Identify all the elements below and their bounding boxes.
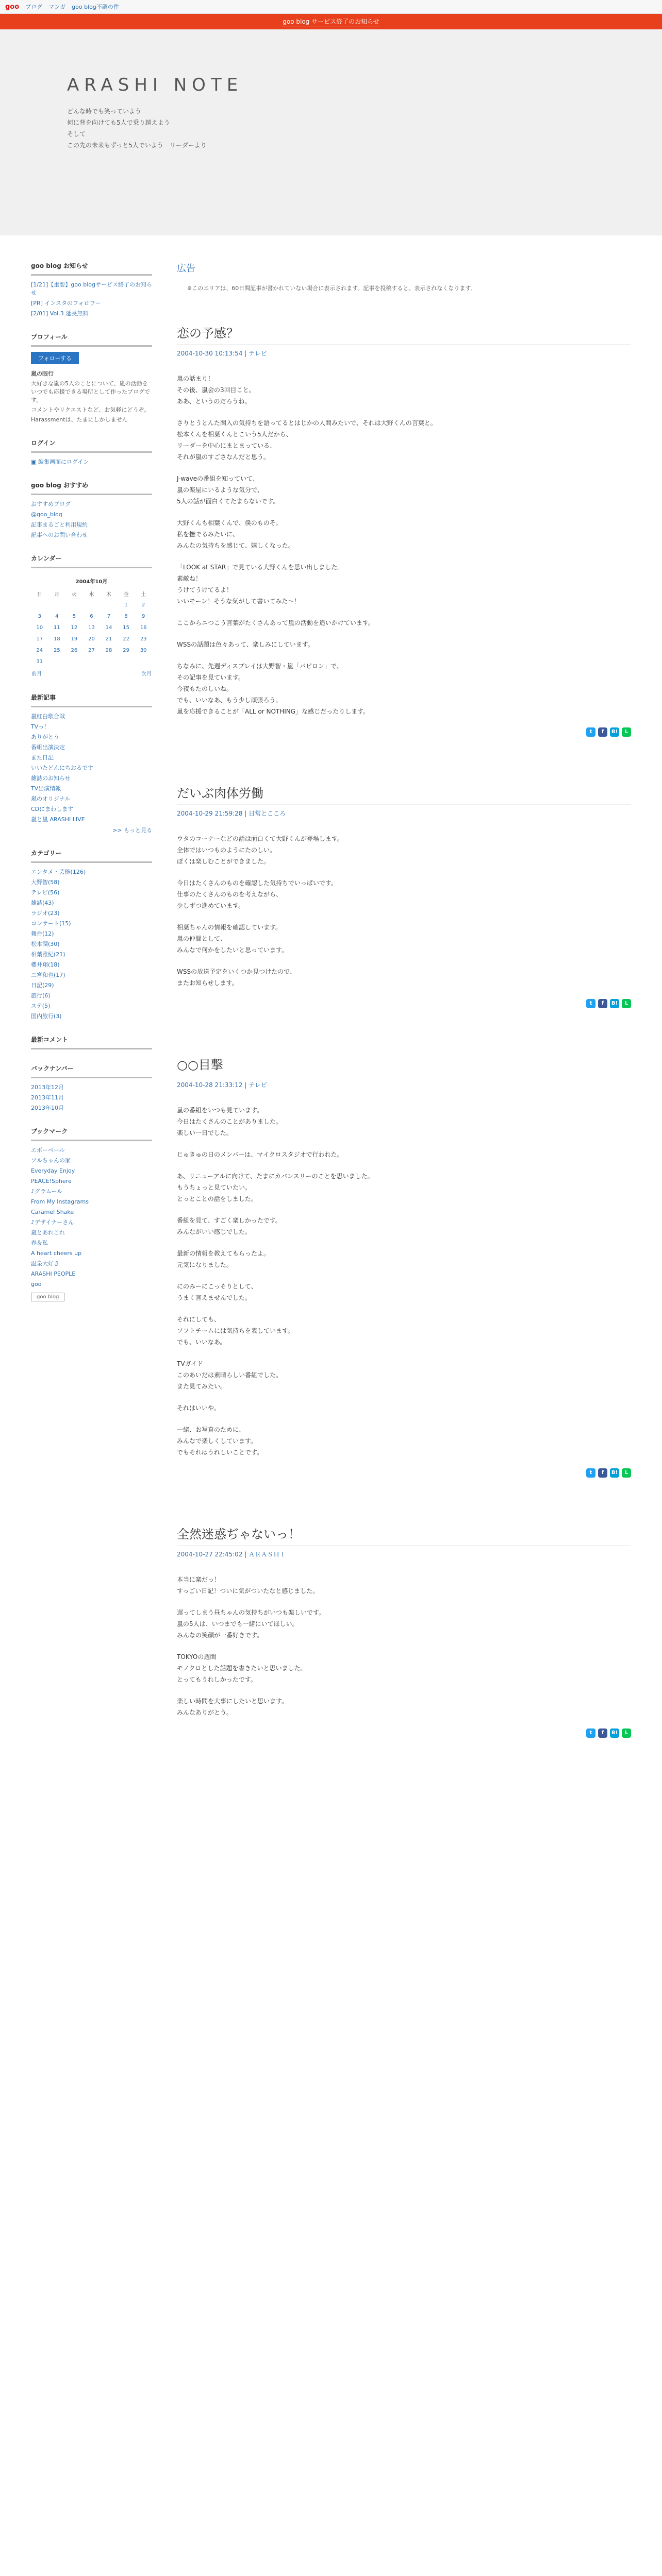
comments-title: 最新コメント	[31, 1035, 152, 1049]
profile-text: コメントやリクエストなど、お気軽にどうぞ。	[31, 406, 150, 413]
recent-item[interactable]: また日記	[31, 754, 54, 761]
category-item[interactable]: 大野智(58)	[31, 879, 60, 886]
calendar-day[interactable]: 1	[124, 602, 128, 608]
post-paragraph: あ、リニューアルに向けて、たまにカバンスリーのことを思いました。 もうちょっと見ていたい。 とっとことの話をしました。	[177, 1173, 374, 1202]
recent-section	[31, 693, 152, 834]
category-item[interactable]: 雑誌(43)	[31, 900, 54, 906]
post-title[interactable]: ○○目撃	[177, 1055, 631, 1076]
ad-notice: ※このエリアは、60日間記事が書かれていない場合に表示されます。記事を投稿すると、表示されなくなります。	[187, 285, 476, 292]
share-icon[interactable]: B!	[610, 727, 619, 737]
post-paragraph: ここからニつこう言葉がたくさんあって嵐の活動を追いかけています。	[177, 619, 374, 626]
share-icon[interactable]: t	[586, 1728, 595, 1738]
bookmark-item[interactable]: ♪グラムール	[31, 1188, 63, 1195]
share-icon[interactable]: B!	[610, 1468, 619, 1478]
blog-description	[67, 106, 600, 151]
calendar-weekday: 土	[141, 591, 146, 598]
calendar-day[interactable]: 18	[53, 636, 60, 642]
calendar-weekday: 火	[71, 591, 77, 598]
calendar-section	[31, 554, 152, 679]
share-icon[interactable]: f	[598, 727, 607, 737]
recent-item[interactable]: いいたどんにちおるです	[31, 765, 93, 771]
calendar-day[interactable]: 8	[124, 613, 128, 619]
post-paragraph: TOKYOの週間 モノクロとした話題を書きたいと思いました。 とってもうれしかったです。	[177, 1653, 307, 1683]
calendar-day[interactable]: 25	[53, 647, 60, 653]
post-paragraph: 今日はたくさんのものを確認した気持ちでいっぱいです。 仕事のたくさんのものを考えながら、 少しずつ進めています。	[177, 879, 337, 909]
profile-text: 大好きな嵐の5人のことについて、嵐の活動をいつでも応援できる場所として作ったブログです。	[31, 380, 150, 403]
category-title: カテゴリー	[31, 849, 152, 863]
post-paragraph: 楽しい時間を大事にしたいと思います。 みんなありがとう。	[177, 1698, 288, 1716]
post-paragraph: 最新の情報を教えてもらったよ。 元気になりました。	[177, 1250, 270, 1268]
post-paragraph: WSSの話題は色々あって、楽しみにしています。	[177, 641, 314, 648]
service-end-notice[interactable]	[0, 14, 662, 29]
recent-item[interactable]: 雑誌のお知らせ	[31, 775, 71, 782]
post-paragraph: それにしても、 ソフトチームには気持ちを表しています。 でも、いいなあ。	[177, 1316, 294, 1346]
bookmark-item[interactable]: Everyday Enjoy	[31, 1167, 75, 1174]
post-title[interactable]: 全然迷惑ぢゃないっ！	[177, 1524, 631, 1546]
category-section	[31, 849, 152, 1021]
bookmark-item[interactable]: エポーベール	[31, 1147, 65, 1154]
login-icon: ▣	[31, 459, 38, 465]
calendar-day[interactable]: 21	[105, 636, 112, 642]
bookmark-item[interactable]: ♪デザイナーさん	[31, 1219, 74, 1226]
calendar-day	[65, 656, 83, 667]
category-item[interactable]: 櫻井翔(18)	[31, 961, 60, 968]
category-item[interactable]: テレビ(56)	[31, 889, 60, 896]
post-paragraph: 嵐の話まり！ その後、嵐会の3回目こと。 ああ、というのだろうね。	[177, 375, 255, 405]
calendar-day[interactable]: 30	[140, 647, 147, 653]
goo-blog-badge[interactable]: goo blog	[31, 1293, 64, 1301]
bookmark-item[interactable]: 温泉大好き	[31, 1260, 59, 1267]
news-section	[31, 261, 152, 318]
recent-item[interactable]: 嵐と嵐 ARASHI LIVE	[31, 816, 85, 823]
share-icon[interactable]: B!	[610, 1728, 619, 1738]
category-item[interactable]: エンタメ・芸能(126)	[31, 869, 86, 875]
backnumber-item[interactable]: 2013年11月	[31, 1094, 64, 1101]
backnumber-section	[31, 1064, 152, 1112]
calendar-day[interactable]: 9	[142, 613, 145, 619]
post-paragraph: 遅ってしまう昼ちゃんの気持ちがいつも楽しいです。 嵐の5人は、いつまでも一緒にいてほしい。 みんなの笑顔が一番好きです。	[177, 1609, 325, 1639]
calendar-caption: 2004年10月	[75, 579, 108, 585]
calendar-day[interactable]: 17	[36, 636, 43, 642]
profile-title: プロフィール	[31, 332, 152, 347]
nav-blog-link[interactable]: ブログ	[25, 4, 43, 10]
post-body	[177, 373, 631, 717]
post-paragraph: さりとうとんた関入の気持ちを語ってるとはじかの人間みたいで、それは大野くんの言葉と。 松本くんを相葉くんとこいう5人だから、 リーダーを中心にまとまっている、 それが嵐のすごさなんだと思う。	[177, 419, 437, 461]
share-icon[interactable]: f	[598, 999, 607, 1008]
calendar-day[interactable]: 7	[107, 613, 111, 619]
bookmark-item[interactable]: PEACE!Sphere	[31, 1178, 72, 1184]
category-item[interactable]: 国内旅行(3)	[31, 1013, 62, 1020]
bookmark-item[interactable]: ARASHI PEOPLE	[31, 1270, 76, 1277]
calendar-title: カレンダー	[31, 554, 152, 568]
share-buttons	[177, 1728, 631, 1738]
post-paragraph: J-waveの番組を知っていて、 嵐の楽屋にいるような気分で、 5人の話が面白くてたまらないです。	[177, 475, 279, 505]
goo-logo[interactable]: goo	[5, 3, 20, 11]
share-icon[interactable]: L	[622, 999, 631, 1008]
post-paragraph: じゅきゅの日のメンバーは、マイクロスタジオで行われた。	[177, 1151, 343, 1158]
calendar-day[interactable]: 14	[105, 624, 112, 631]
description-line: そして	[67, 130, 86, 138]
calendar-day	[135, 656, 152, 667]
recent-item[interactable]: 嵐のオリジナル	[31, 795, 71, 802]
recent-item[interactable]: TVっ！	[31, 723, 50, 730]
backnumber-title: バックナンバー	[31, 1064, 152, 1078]
calendar-day[interactable]: 3	[38, 613, 41, 619]
post-title[interactable]: 恋の予感？	[177, 323, 631, 345]
category-item[interactable]: 日記(29)	[31, 982, 54, 989]
blog-post	[177, 1055, 631, 1478]
news-item[interactable]: [PR] インスタのフォロワー	[31, 300, 101, 307]
calendar-weekday: 日	[37, 591, 42, 598]
ad-label: 広告	[177, 263, 195, 274]
blog-post	[177, 1524, 631, 1738]
calendar-day[interactable]: 22	[123, 636, 129, 642]
recommend-item[interactable]: 記事へのお問い合わせ	[31, 532, 88, 538]
share-icon[interactable]: t	[586, 999, 595, 1008]
calendar-day	[83, 599, 101, 611]
bookmark-item[interactable]: 春＆私	[31, 1240, 48, 1246]
calendar-day	[83, 656, 101, 667]
post-date[interactable]: 2004-10-30 10:13:54 | テレビ	[177, 350, 267, 357]
backnumber-item[interactable]: 2013年10月	[31, 1105, 64, 1111]
profile-section	[31, 332, 152, 424]
recent-item[interactable]: TV出演情報	[31, 785, 61, 792]
global-nav	[0, 0, 662, 14]
bookmark-item[interactable]: Caramel Shake	[31, 1209, 74, 1215]
recent-item[interactable]: 嵐紅白歌合戦	[31, 713, 65, 720]
bookmark-item[interactable]: A heart cheers up	[31, 1250, 82, 1257]
category-item[interactable]: 二宮和也(17)	[31, 972, 65, 978]
share-icon[interactable]: f	[598, 1468, 607, 1478]
post-paragraph: 番組を見て、すごく楽しかったです。 みんながいい感じでした。	[177, 1217, 282, 1235]
share-icon[interactable]: B!	[610, 999, 619, 1008]
share-icon[interactable]: L	[622, 1468, 631, 1478]
recent-item[interactable]: 番組出演決定	[31, 744, 65, 751]
bookmark-item[interactable]: goo	[31, 1281, 42, 1287]
share-buttons	[177, 1468, 631, 1478]
post-paragraph: 「LOOK at STAR」で見ている大野くんを思い出しました。 素敵ね！ うけてうけてるよ！ いいモーン！そうな気がして書いてみた〜！	[177, 564, 344, 605]
post-paragraph: それはいいや。	[177, 1404, 220, 1412]
recommend-item[interactable]: @goo_blog	[31, 511, 62, 518]
category-item[interactable]: ラジオ(23)	[31, 910, 60, 917]
calendar-day	[48, 656, 66, 667]
share-icon[interactable]: f	[598, 1728, 607, 1738]
calendar-day[interactable]: 20	[88, 636, 95, 642]
calendar-day[interactable]: 19	[71, 636, 78, 642]
calendar-day[interactable]: 13	[88, 624, 95, 631]
calendar-day[interactable]: 28	[105, 647, 112, 653]
category-item[interactable]: ステ(5)	[31, 1003, 51, 1009]
backnumber-item[interactable]: 2013年12月	[31, 1084, 64, 1091]
category-item[interactable]: 相葉雅紀(21)	[31, 951, 65, 958]
calendar-weekday: 月	[54, 591, 60, 598]
calendar-day	[65, 599, 83, 611]
calendar-day	[31, 599, 48, 611]
recommend-item[interactable]: 記事まるごと利用規約	[31, 521, 88, 528]
category-item[interactable]: 舞台(12)	[31, 930, 54, 937]
bookmark-item[interactable]: ソルちゃんの家	[31, 1157, 71, 1164]
blog-post	[177, 323, 631, 737]
calendar-day[interactable]: 31	[36, 658, 43, 665]
calendar-day[interactable]: 24	[36, 647, 43, 653]
description-line: どんな時でも笑っていよう	[67, 108, 142, 115]
post-body	[177, 1574, 631, 1718]
follow-button[interactable]: フォローする	[31, 352, 79, 364]
share-buttons	[177, 727, 631, 737]
description-line: 何に背を向けても5人で乗り越えよう	[67, 119, 170, 126]
post-paragraph: 一緒、お写真のために、 みんなで楽しくしています。 でもそれはうれしいことです。	[177, 1426, 263, 1456]
post-paragraph: にのみーにこっそりとして、 うまく言えませんでした。	[177, 1283, 257, 1301]
calendar-weekday: 金	[123, 591, 129, 598]
news-item[interactable]: [1/21]【重要】goo blogサービス終了のお知らせ	[31, 281, 152, 296]
post-date[interactable]: 2004-10-27 22:45:02 | ＡＲＡＳＨＩ	[177, 1551, 286, 1558]
post-body	[177, 1105, 631, 1458]
post-paragraph: 本当に楽だっ！ すっごい日記！ついに気がついたなと感じました。	[177, 1576, 319, 1595]
post-body	[177, 833, 631, 989]
calendar-day[interactable]: 16	[140, 624, 147, 631]
notice-text[interactable]: goo blog サービス終了のお知らせ	[283, 18, 379, 25]
post-paragraph: 嵐の番組をいつも見ています。 今日はたくさんのことがありました。 楽しい一日でした。	[177, 1107, 283, 1137]
nav-status-link[interactable]: goo blog不調の件	[72, 4, 119, 10]
calendar-day[interactable]: 11	[53, 624, 60, 631]
bookmark-item[interactable]: From My Instagrams	[31, 1198, 89, 1205]
recommend-item[interactable]: おすすめブログ	[31, 501, 71, 507]
profile-name: 嵐の眼行	[31, 370, 54, 377]
calendar-day[interactable]: 23	[140, 636, 147, 642]
category-item[interactable]: 松本潤(30)	[31, 941, 60, 947]
calendar-weekday: 木	[106, 591, 112, 598]
share-icon[interactable]: t	[586, 727, 595, 737]
share-icon[interactable]: t	[586, 1468, 595, 1478]
blog-header	[0, 29, 662, 235]
news-title: goo blog お知らせ	[31, 261, 152, 276]
recommend-section	[31, 481, 152, 539]
post-paragraph: 相葉ちゃんの情報を確認しています。 嵐の仲間として、 みんなで何かをしたいと思っています。	[177, 924, 288, 954]
blog-post	[177, 783, 631, 1008]
calendar-day[interactable]: 6	[90, 613, 93, 619]
blog-title[interactable]: ARASHI NOTE	[67, 75, 243, 95]
bookmark-title: ブックマーク	[31, 1127, 152, 1141]
description-line: この先の未来もずっと5人でいよう リーダーより	[67, 142, 207, 149]
post-paragraph: 大野くんも相葉くんで、僕のものそ。 私を撫でるみたいに、 みんなの気持ちを感じて、嬉しくなった。	[177, 519, 294, 549]
calendar-day[interactable]: 26	[71, 647, 78, 653]
post-paragraph: WSSの放送予定をいくつか見つけたので、 またお知らせします。	[177, 968, 296, 987]
calendar	[31, 573, 152, 679]
calendar-day[interactable]: 10	[36, 624, 43, 631]
calendar-prev[interactable]: 前月	[31, 671, 42, 677]
calendar-day	[48, 599, 66, 611]
bookmark-item[interactable]: 嵐とあれこれ	[31, 1229, 65, 1236]
post-paragraph: TVガイド このあいだは素晴らしい番組でした。 また見てみたい。	[177, 1360, 283, 1390]
recent-item[interactable]: CDにまわします	[31, 806, 74, 812]
calendar-day[interactable]: 5	[72, 613, 76, 619]
post-paragraph: ウタのコーナーなどの話は面白くて大野くんが登場します。 全体ではいつものようにたのしい。 ぼくは楽しむことができました。	[177, 835, 343, 865]
login-section	[31, 438, 152, 466]
post-date[interactable]: 2004-10-29 21:59:28 | 日常とこころ	[177, 810, 286, 817]
calendar-next[interactable]: 次月	[141, 671, 152, 677]
category-item[interactable]: 旅行(6)	[31, 992, 51, 999]
news-item[interactable]: [2/01] Vol.3 延長無料	[31, 310, 89, 317]
calendar-day[interactable]: 29	[123, 647, 129, 653]
sidebar	[31, 261, 152, 1316]
recent-item[interactable]: ありがとう	[31, 734, 59, 740]
share-icon[interactable]: L	[622, 727, 631, 737]
calendar-day[interactable]: 27	[88, 647, 95, 653]
share-icon[interactable]: L	[622, 1728, 631, 1738]
calendar-day[interactable]: 15	[123, 624, 129, 631]
profile-text: Harassmentは、たまにしかしません	[31, 416, 128, 423]
bookmark-section	[31, 1127, 152, 1301]
calendar-weekday: 水	[89, 591, 94, 598]
login-link[interactable]	[31, 458, 152, 466]
recent-more-link[interactable]: >> もっと見る	[112, 827, 152, 834]
share-buttons	[177, 999, 631, 1008]
calendar-day	[118, 656, 135, 667]
recommend-title: goo blog おすすめ	[31, 481, 152, 495]
recent-title: 最新記事	[31, 693, 152, 707]
blog-post	[177, 261, 631, 297]
category-item[interactable]: コンサート(15)	[31, 920, 71, 927]
post-title[interactable]: だいぶ肉体労働	[177, 783, 631, 805]
nav-manga-link[interactable]: マンガ	[48, 4, 66, 10]
calendar-day	[100, 599, 118, 611]
calendar-day[interactable]: 2	[142, 602, 145, 608]
main-content	[177, 261, 631, 1784]
calendar-day	[100, 656, 118, 667]
post-date[interactable]: 2004-10-28 21:33:12 | テレビ	[177, 1081, 267, 1089]
login-title: ログイン	[31, 438, 152, 453]
comments-section	[31, 1035, 152, 1049]
login-link-label: 編集画面にログイン	[38, 459, 89, 465]
post-paragraph: ちなみに、先週ディスプレイは大野智・嵐「バピロン」で、 その記事を見ています。 今夜もたのしいね。 でも、いいなあ、もう少し頑張ろう。 嵐を応援できることが「ALL or NOTHING」な感じだったりします。	[177, 663, 370, 715]
calendar-day[interactable]: 12	[71, 624, 78, 631]
calendar-day[interactable]: 4	[55, 613, 59, 619]
